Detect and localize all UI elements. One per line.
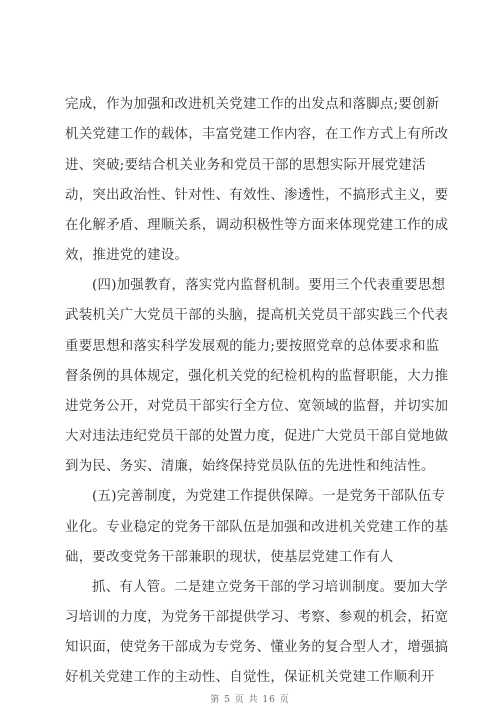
body-line: 在化解矛盾、理顺关系，调动积极性等方面来体现党建工作的成 bbox=[65, 218, 449, 233]
body-line: 督条例的具体规定，强化机关党的纪检机构的监督职能，大力推 bbox=[65, 369, 449, 384]
body-line: 知识面，使党务干部成为专党务、懂业务的复合型人才，增强搞 bbox=[65, 640, 449, 655]
body-line: 动，突出政治性、针对性、有效性、渗透性，不搞形式主义，要 bbox=[65, 188, 449, 203]
body-line: 到为民、务实、清廉，始终保持党员队伍的先进性和纯洁性。 bbox=[65, 459, 435, 474]
section-heading-line: (四)加强教育，落实党内监督机制。要用三个代表重要思想 bbox=[92, 278, 446, 293]
body-line: 进党务公开，对党员干部实行全方位、宽领域的监督，并切实加 bbox=[65, 399, 449, 414]
body-line: 习培训的力度，为党务干部提供学习、考察、参观的机会，拓宽 bbox=[65, 610, 449, 625]
body-line: 机关党建工作的载体，丰富党建工作内容，在工作方式上有所改 bbox=[65, 127, 449, 142]
body-line: 完成，作为加强和改进机关党建工作的出发点和落脚点;要创新 bbox=[65, 97, 440, 112]
body-line: 重要思想和落实科学发展观的能力;要按照党章的总体要求和监 bbox=[65, 339, 440, 354]
body-line: 效，推进党的建设。 bbox=[65, 248, 189, 263]
body-line: 武装机关广大党员干部的头脑，提高机关党员干部实践三个代表 bbox=[65, 308, 449, 323]
body-line: 大对违法违纪党员干部的处置力度，促进广大党员干部自觉地做 bbox=[65, 429, 449, 444]
body-line: 好机关党建工作的主动性、自觉性，保证机关党建工作顺利开 bbox=[65, 670, 435, 685]
body-line: 进、突破;要结合机关业务和党员干部的思想实际开展党建活 bbox=[65, 158, 426, 173]
section-heading-line: (五)完善制度，为党建工作提供保障。一是党务干部队伍专 bbox=[92, 489, 446, 504]
body-line: 抓、有人管。二是建立党务干部的学习培训制度。要加大学 bbox=[92, 580, 448, 595]
page-number-footer: 第 5 页 共 16 页 bbox=[210, 695, 290, 705]
body-line: 业化。专业稳定的党务干部队伍是加强和改进机关党建工作的基 bbox=[65, 520, 449, 535]
body-line: 础，要改变党务干部兼职的现状，使基层党建工作有人 bbox=[65, 550, 394, 565]
